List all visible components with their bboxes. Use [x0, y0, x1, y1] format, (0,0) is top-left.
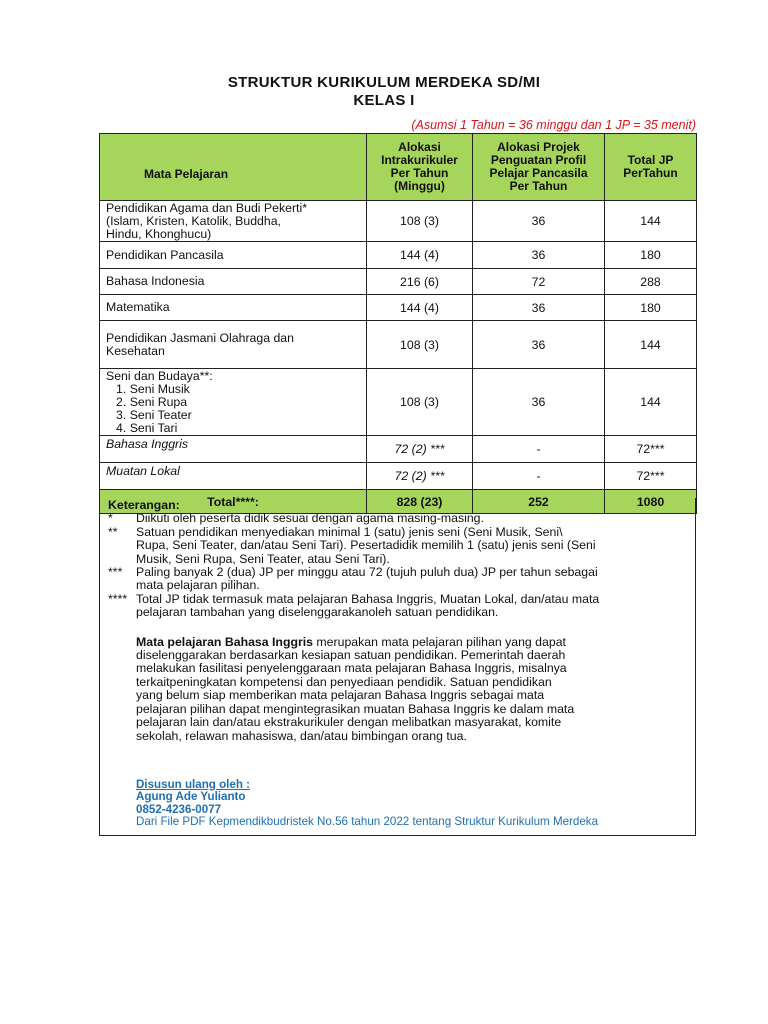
note-item [108, 512, 687, 525]
header-total-line: Total JP [627, 153, 674, 167]
paragraph-line: diselenggarakan berdasarkan kesiapan satuan pendidikan. Pemerintah daerah [136, 648, 566, 663]
header-projek-line: Per Tahun [509, 179, 568, 193]
table-row [100, 463, 697, 490]
note-mark: ** [108, 524, 118, 539]
header-intra-line: Intrakurikuler [381, 153, 458, 167]
subject-cell: Muatan Lokal [100, 463, 367, 490]
note-line: Rupa, Seni Teater, dan/atau Seni Tari). Pesertadidik memilih 1 (satu) jenis seni (Seni [136, 538, 596, 553]
subject-line: Seni dan Budaya**: [106, 368, 213, 383]
table-header-row [100, 134, 697, 201]
total-cell: 72*** [605, 436, 697, 463]
total-projek: 252 [473, 490, 605, 514]
header-total-line: PerTahun [623, 166, 678, 180]
notes-box [99, 498, 696, 836]
subject-cell [100, 369, 367, 436]
subject-cell [100, 201, 367, 242]
note-item [108, 593, 687, 620]
page-subtitle: KELAS I [353, 92, 415, 109]
note-text [136, 566, 687, 593]
list-item: 3. Seni Teater [116, 409, 360, 422]
projek-cell: 36 [473, 201, 605, 242]
page-title: STRUKTUR KURIKULUM MERDEKA SD/MI [227, 74, 541, 91]
intra-cell: 72 (2) *** [367, 436, 473, 463]
note-line: pelajaran tambahan yang diselenggarakanoleh satuan pendidikan. [136, 605, 499, 620]
list-item: 4. Seni Tari [116, 422, 360, 435]
subject-line: Hindu, Khonghucu) [106, 226, 212, 241]
list-item: 1. Seni Musik [116, 383, 360, 396]
total-cell: 180 [605, 295, 697, 321]
table-row [100, 369, 697, 436]
subject-line: Pendidikan Agama dan Budi Pekerti* [106, 200, 307, 215]
total-cell: 288 [605, 269, 697, 295]
projek-cell: - [473, 436, 605, 463]
header-subject: Mata Pelajaran [100, 134, 367, 201]
subject-line: (Islam, Kristen, Katolik, Buddha, [106, 213, 281, 228]
note-mark: *** [108, 565, 123, 580]
subject-cell: Matematika [100, 295, 367, 321]
table-row [100, 201, 697, 242]
note-mark: **** [108, 591, 128, 606]
notes-heading: Keterangan: [108, 498, 180, 512]
header-projek-line: Pelajar Pancasila [489, 166, 588, 180]
list-item: 2. Seni Rupa [116, 396, 360, 409]
arts-list [106, 383, 360, 435]
note-text [136, 512, 687, 525]
intra-cell: 108 (3) [367, 321, 473, 369]
paragraph-line: sekolah, relawan mahasiswa, dan/atau bimbingan orang tua. [136, 728, 467, 743]
english-paragraph [136, 636, 687, 743]
projek-cell: 36 [473, 242, 605, 269]
header-intra [367, 134, 473, 201]
note-line: mata pelajaran pilihan. [136, 578, 260, 593]
paragraph-line: yang belum siap memberikan mata pelajaran Bahasa Inggris sebagai mata [136, 688, 545, 703]
subject-cell: Bahasa Indonesia [100, 269, 367, 295]
note-line: Satuan pendidikan menyediakan minimal 1 (satu) jenis seni (Seni Musik, Seni\ [136, 524, 563, 539]
header-projek [473, 134, 605, 201]
total-cell: 72*** [605, 463, 697, 490]
projek-cell: 36 [473, 369, 605, 436]
projek-cell: 72 [473, 269, 605, 295]
note-line: Diikuti oleh peserta didik sesuai dengan agama masing-masing. [136, 511, 484, 526]
subject-cell: Bahasa Inggris [100, 436, 367, 463]
total-intra: 828 (23) [367, 490, 473, 514]
table-row [100, 269, 697, 295]
note-item [108, 526, 687, 566]
note-mark: * [108, 511, 113, 526]
intra-cell: 108 (3) [367, 201, 473, 242]
note-text [136, 526, 687, 566]
paragraph-text: merupakan mata pelajaran pilihan yang dapat [313, 634, 566, 649]
table-row [100, 242, 697, 269]
credit-source: Dari File PDF Kepmendikbudristek No.56 tahun 2022 tentang Struktur Kurikulum Merdeka [136, 815, 599, 829]
note-line: Paling banyak 2 (dua) JP per minggu atau 72 (tujuh puluh dua) JP per tahun sebagai [136, 565, 598, 580]
subject-cell [100, 321, 367, 369]
assumption-note: (Asumsi 1 Tahun = 36 minggu dan 1 JP = 35 menit) [411, 118, 696, 132]
total-cell: 180 [605, 242, 697, 269]
credit-block [136, 779, 687, 829]
total-label: Total****: [100, 490, 367, 514]
credit-label: Disusun ulang oleh : [136, 777, 251, 791]
header-projek-line: Alokasi Projek [497, 140, 580, 154]
table-row [100, 295, 697, 321]
credit-name: Agung Ade Yulianto [136, 790, 246, 804]
header-intra-line: Per Tahun [390, 166, 449, 180]
paragraph-lead: Mata pelajaran Bahasa Inggris [136, 634, 314, 649]
intra-cell: 144 (4) [367, 242, 473, 269]
table-row [100, 436, 697, 463]
note-line: Total JP tidak termasuk mata pelajaran Bahasa Inggris, Muatan Lokal, dan/atau mata [136, 591, 600, 606]
paragraph-line: pelajaran lain dan/atau ekstrakurikuler dengan melibatkan masyarakat, komite [136, 715, 562, 730]
projek-cell: 36 [473, 321, 605, 369]
header-intra-line: Alokasi [398, 140, 441, 154]
credit-phone: 0852-4236-0077 [136, 802, 222, 816]
subject-cell: Pendidikan Pancasila [100, 242, 367, 269]
intra-cell: 72 (2) *** [367, 463, 473, 490]
paragraph-line: melakukan fasilitasi penyelenggaraan mata pelajaran Bahasa Inggris, misalnya [136, 661, 567, 676]
subject-line: Kesehatan [106, 343, 165, 358]
total-cell: 144 [605, 369, 697, 436]
note-text [136, 593, 687, 620]
projek-cell: 36 [473, 295, 605, 321]
total-cell: 144 [605, 321, 697, 369]
header-intra-line: (Minggu) [394, 179, 445, 193]
paragraph-line: pelajaran pilihan dapat mengintegrasikan muatan Bahasa Inggris ke dalam mata [136, 701, 575, 716]
note-item [108, 566, 687, 593]
total-cell: 144 [605, 201, 697, 242]
header-projek-line: Penguatan Profil [490, 153, 587, 167]
intra-cell: 108 (3) [367, 369, 473, 436]
table-row [100, 321, 697, 369]
note-line: Musik, Seni Rupa, Seni Teater, atau Seni Tari). [136, 551, 390, 566]
projek-cell: - [473, 463, 605, 490]
paragraph-line [136, 636, 687, 649]
header-total [605, 134, 697, 201]
intra-cell: 216 (6) [367, 269, 473, 295]
subject-line: Pendidikan Jasmani Olahraga dan [106, 330, 294, 345]
total-jp: 1080 [605, 490, 697, 514]
intra-cell: 144 (4) [367, 295, 473, 321]
curriculum-table [99, 133, 697, 514]
paragraph-line: terkaitpeningkatan kompetensi dan penyediaan pendidik. Satuan pendidikan [136, 674, 552, 689]
